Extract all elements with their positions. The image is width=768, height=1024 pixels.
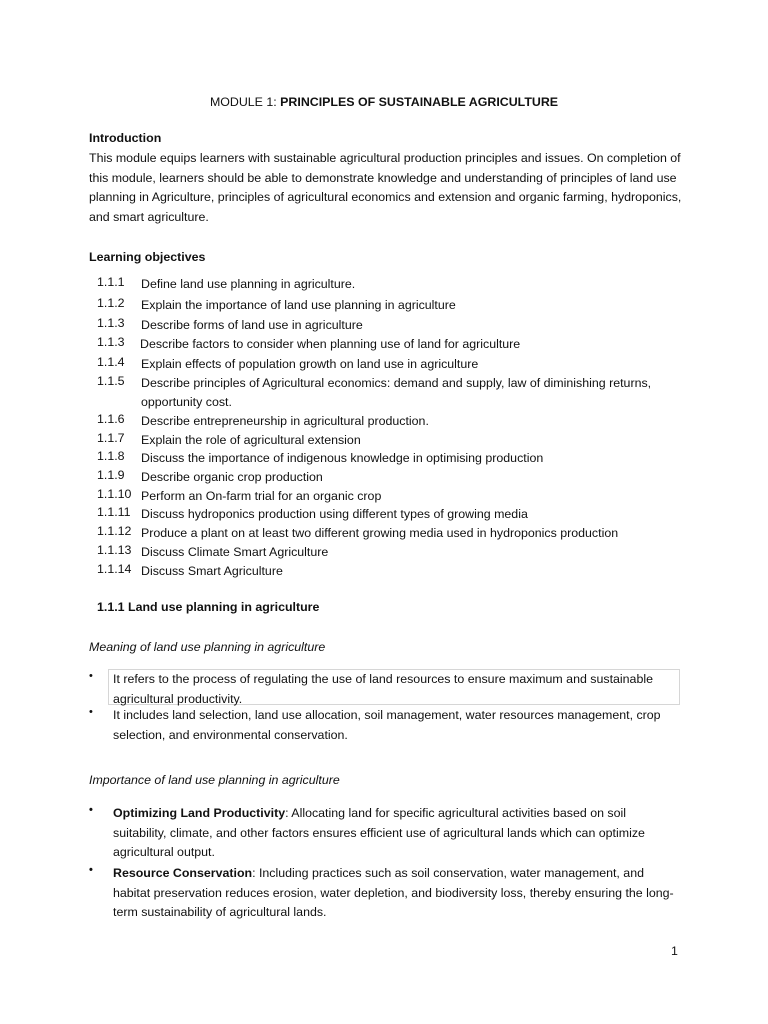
- introduction-heading: Introduction: [89, 131, 162, 145]
- bullet-dot: •: [89, 804, 93, 816]
- objective-number: 1.1.11: [97, 505, 131, 519]
- objective-text: Explain the role of agricultural extension: [141, 433, 361, 447]
- bullet-text: : Including practices such as soil conservation, water management, and habitat preservation reduces erosion, water depletion, and biodiversity loss, thereby ensuring the long-term sustainability of agricultural lands.: [113, 866, 674, 920]
- bullet-bold-term: Optimizing Land Productivity: [113, 806, 286, 820]
- objective-number: 1.1.10: [97, 487, 132, 501]
- objective-text: Discuss hydroponics production using different types of growing media: [141, 507, 528, 521]
- objective-number: 1.1.3: [97, 316, 125, 330]
- title-bold: PRINCIPLES OF SUSTAINABLE AGRICULTURE: [280, 95, 559, 109]
- objective-text: Describe forms of land use in agriculture: [141, 318, 363, 332]
- objective-number: 1.1.12: [97, 524, 132, 538]
- objective-number: 1.1.14: [97, 562, 132, 576]
- bullet-bold-term: Resource Conservation: [113, 866, 253, 880]
- page-number: 1: [671, 944, 678, 958]
- bullet-text: It includes land selection, land use allocation, soil management, water resources management, crop selection, and environmental conservation.: [113, 708, 661, 742]
- bullet-text: : Allocating land for specific agricultural activities based on soil suitability, climate, and other factors ensures efficient use of agricultural lands which can optimize agricultural output.: [113, 806, 645, 860]
- objective-number: 1.1.2: [97, 296, 125, 310]
- objective-text: Define land use planning in agriculture.: [141, 277, 356, 291]
- objective-number: 1.1.9: [97, 468, 125, 482]
- bullet-dot: •: [89, 864, 93, 876]
- objective-number: 1.1.6: [97, 412, 125, 426]
- bullet-dot: •: [89, 706, 93, 718]
- importance-heading: Importance of land use planning in agriculture: [89, 773, 340, 787]
- bullet-dot: •: [89, 670, 93, 682]
- objective-text: Describe factors to consider when planning use of land for agriculture: [140, 337, 521, 351]
- objective-text: Describe organic crop production: [141, 470, 323, 484]
- section-heading: 1.1.1 Land use planning in agriculture: [97, 600, 320, 614]
- introduction-text: This module equips learners with sustainable agricultural production principles and issues. On completion of this module, learners should be able to demonstrate knowledge and understanding of principles of land use planning in Agriculture, principles of agricultural economics and extension and organic farming, hydroponics, and smart agriculture.: [89, 151, 682, 224]
- objective-text: Explain the importance of land use planning in agriculture: [141, 298, 456, 312]
- objective-text: Produce a plant on at least two different growing media used in hydroponics production: [141, 526, 619, 540]
- objective-number: 1.1.7: [97, 431, 125, 445]
- objective-text: Perform an On-farm trial for an organic crop: [141, 489, 382, 503]
- page-title: [0, 95, 768, 109]
- objective-number: 1.1.13: [97, 543, 132, 557]
- objective-number: 1.1.8: [97, 449, 125, 463]
- objective-text: Discuss the importance of indigenous knowledge in optimising production: [141, 451, 544, 465]
- objective-text: Discuss Climate Smart Agriculture: [141, 545, 329, 559]
- objective-text: Discuss Smart Agriculture: [141, 564, 283, 578]
- objective-number: 1.1.5: [97, 374, 125, 388]
- bullet-text: It refers to the process of regulating the use of land resources to ensure maximum and sustainable agricultural productivity.: [113, 672, 653, 706]
- objective-text: Describe principles of Agricultural economics: demand and supply, law of diminishing returns, opportunity cost.: [141, 376, 652, 409]
- objective-number: 1.1.3: [97, 335, 125, 349]
- title-prefix: MODULE 1:: [209, 95, 281, 109]
- meaning-heading: Meaning of land use planning in agriculture: [89, 640, 326, 654]
- objective-text: Describe entrepreneurship in agricultural production.: [141, 414, 429, 428]
- objective-number: 1.1.1: [97, 275, 125, 289]
- objective-number: 1.1.4: [97, 355, 125, 369]
- objective-text: Explain effects of population growth on land use in agriculture: [141, 357, 479, 371]
- objectives-heading: Learning objectives: [89, 250, 206, 264]
